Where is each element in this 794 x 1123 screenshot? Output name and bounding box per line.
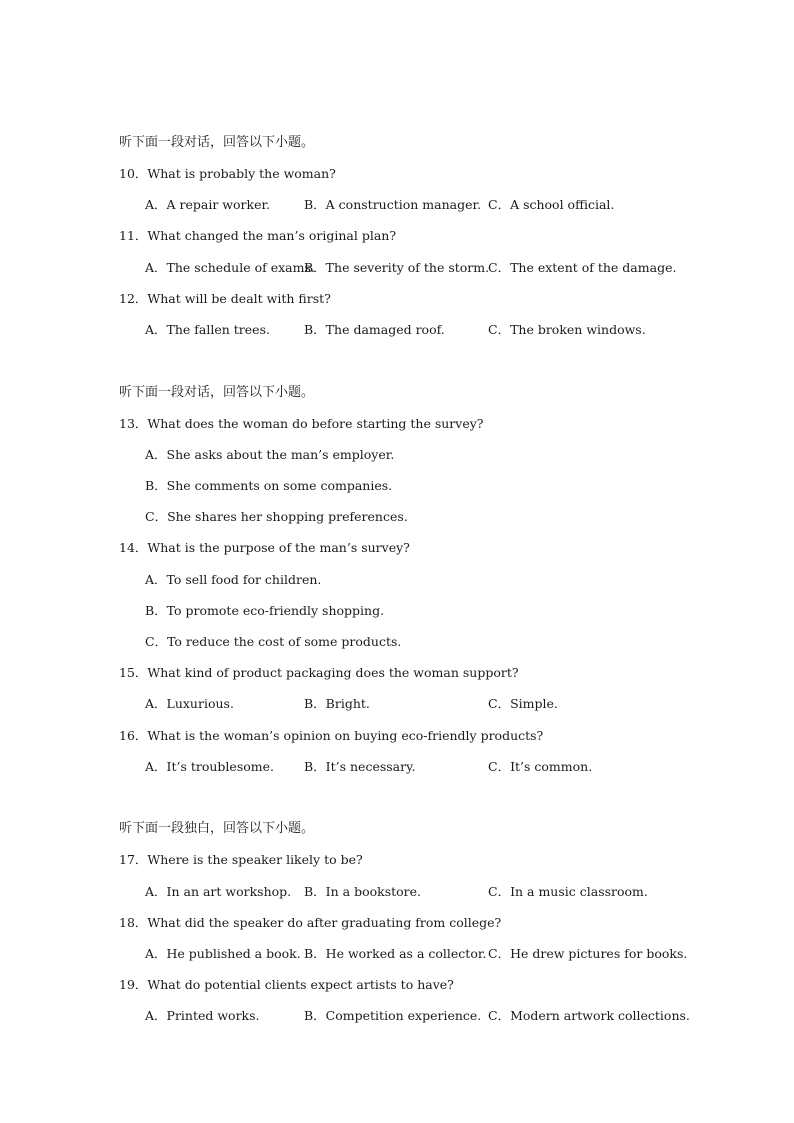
question-stem: 11．What changed the man’s original plan? [119, 228, 397, 243]
option-a: A．It’s troublesome. [145, 759, 274, 774]
option-c: C．The broken windows. [488, 322, 646, 337]
option-c: C．Modern artwork collections. [488, 1008, 690, 1023]
option-c: C．In a music classroom. [488, 884, 648, 899]
section-title: 听下面一段独白，回答以下小题。 [119, 821, 315, 836]
question-stem: 17．Where is the speaker likely to be? [119, 852, 363, 867]
option-a: A．A repair worker. [145, 197, 271, 212]
option-b: B．In a bookstore. [304, 884, 422, 899]
option-c: C．It’s common. [488, 759, 593, 774]
option-c: C．He drew pictures for books. [488, 946, 688, 961]
option-b: B．To promote eco-friendly shopping. [145, 603, 385, 618]
option-b: B．He worked as a collector. [304, 946, 487, 961]
option-a: A．He published a book. [145, 946, 301, 961]
question-stem: 14．What is the purpose of the man’s survey? [119, 540, 410, 555]
option-a: A．Printed works. [145, 1008, 260, 1023]
option-c: C．A school official. [488, 197, 615, 212]
option-c: C．The extent of the damage. [488, 260, 677, 275]
option-a: A．The schedule of exams. [145, 260, 315, 275]
option-b: B．The severity of the storm. [304, 260, 490, 275]
question-stem: 12．What will be dealt with first? [119, 291, 331, 306]
question-stem: 10．What is probably the woman? [119, 166, 336, 181]
option-b: B．It’s necessary. [304, 759, 416, 774]
option-c: C．Simple. [488, 696, 558, 711]
question-stem: 15．What kind of product packaging does the woman support? [119, 665, 519, 680]
option-a: A．Luxurious. [145, 696, 234, 711]
option-a: A．The fallen trees. [145, 322, 270, 337]
option-a: A．She asks about the man’s employer. [145, 447, 395, 462]
section-title: 听下面一段对话，回答以下小题。 [119, 135, 315, 150]
option-b: B．She comments on some companies. [145, 478, 393, 493]
option-b: B．A construction manager. [304, 197, 482, 212]
option-b: B．Competition experience. [304, 1008, 482, 1023]
option-c: C．To reduce the cost of some products. [145, 634, 402, 649]
question-stem: 13．What does the woman do before starting the survey? [119, 416, 484, 431]
option-a: A．In an art workshop. [145, 884, 292, 899]
option-a: A．To sell food for children. [145, 572, 322, 587]
section-title: 听下面一段对话，回答以下小题。 [119, 385, 315, 400]
question-stem: 16．What is the woman’s opinion on buying eco-friendly products? [119, 728, 544, 743]
question-stem: 18．What did the speaker do after graduating from college? [119, 915, 502, 930]
option-b: B．Bright. [304, 696, 370, 711]
question-stem: 19．What do potential clients expect artists to have? [119, 977, 454, 992]
option-b: B．The damaged roof. [304, 322, 445, 337]
option-c: C．She shares her shopping preferences. [145, 509, 408, 524]
